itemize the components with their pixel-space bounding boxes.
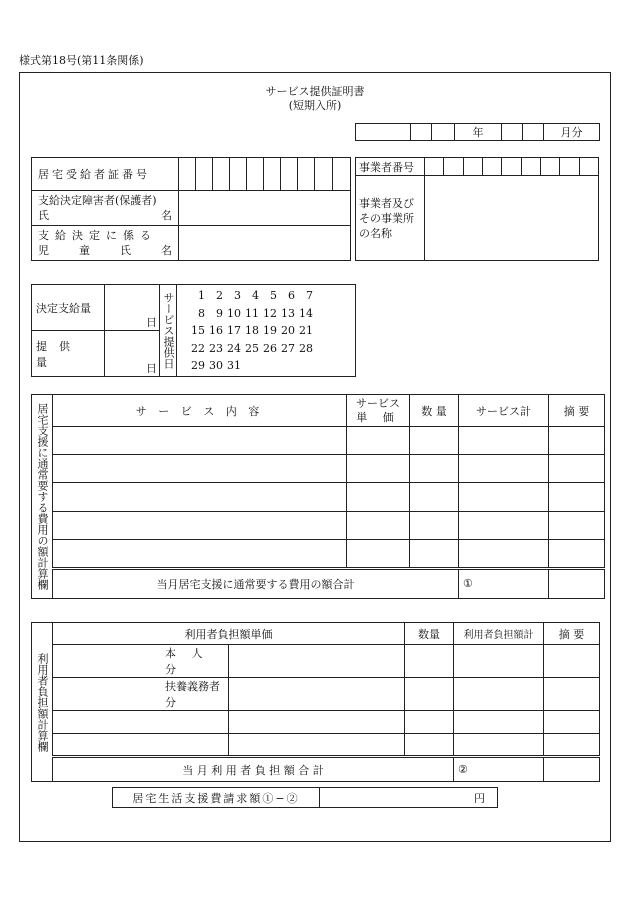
provider-digit-9[interactable] (579, 158, 598, 176)
cost-header-content: サ ー ビ ス 内 容 (53, 395, 347, 427)
cert-digit-10[interactable] (333, 158, 351, 191)
service-day-row (177, 305, 355, 323)
provider-number-label: 事業者番号 (356, 158, 425, 176)
service-day[interactable]: 17 (227, 324, 241, 338)
service-day[interactable]: 8 (198, 306, 205, 320)
service-day[interactable]: 21 (299, 324, 313, 338)
service-day[interactable]: 7 (306, 289, 313, 303)
cost-header-total: サービス計 (459, 395, 549, 427)
child-name-field[interactable] (179, 226, 351, 261)
cost-row-note[interactable] (549, 483, 605, 511)
burden-dependent-total[interactable] (454, 678, 544, 711)
service-day[interactable]: 18 (245, 324, 259, 338)
year-label: 年 (455, 124, 502, 141)
claim-label: 居宅生活支援費請求額①−② (113, 788, 320, 808)
provided-amount-label: 提供量 (32, 331, 105, 377)
cost-row-total[interactable] (459, 427, 549, 455)
provider-digit-8[interactable] (560, 158, 579, 176)
service-day-label: サービス提供日 (160, 285, 177, 377)
service-day[interactable]: 9 (216, 306, 223, 320)
burden-row-unit[interactable] (229, 734, 405, 757)
burden-side-label: 利用者負担額計算欄 (32, 623, 53, 782)
cost-side-label: 居宅支援に通常要する費用の額計算欄 (32, 395, 53, 599)
cost-row-unit-price[interactable] (347, 455, 410, 483)
provider-digit-4[interactable] (483, 158, 502, 176)
service-day[interactable]: 10 (227, 306, 241, 320)
service-day[interactable]: 26 (263, 341, 277, 355)
burden-total-value[interactable]: ② (454, 757, 544, 782)
cost-row-qty[interactable] (410, 511, 459, 539)
service-day[interactable]: 15 (191, 324, 205, 338)
service-day-row (177, 322, 355, 340)
service-day-row (177, 357, 355, 375)
cost-row-unit-price[interactable] (347, 539, 410, 568)
burden-header-qty: 数量 (405, 623, 454, 645)
provider-digit-3[interactable] (463, 158, 482, 176)
burden-row-qty[interactable] (405, 711, 454, 734)
cost-row-qty[interactable] (410, 427, 459, 455)
cost-header-unit-price: サービス 単 価 (347, 395, 410, 427)
provider-digit-2[interactable] (444, 158, 463, 176)
service-day[interactable]: 25 (245, 341, 259, 355)
cost-row-total[interactable] (459, 483, 549, 511)
cost-row-content[interactable] (53, 511, 347, 539)
service-day[interactable]: 23 (209, 341, 223, 355)
cost-row-qty[interactable] (410, 483, 459, 511)
cost-row-total[interactable] (459, 511, 549, 539)
burden-self-qty[interactable] (405, 645, 454, 678)
year-digit-1[interactable] (411, 124, 432, 141)
supply-table (31, 284, 356, 377)
cert-digit-7[interactable] (281, 158, 298, 191)
cost-row-total[interactable] (459, 539, 549, 568)
cost-row-content[interactable] (53, 539, 347, 568)
service-day[interactable]: 29 (191, 359, 205, 373)
cert-digit-5[interactable] (247, 158, 264, 191)
provider-table (355, 157, 599, 261)
service-day[interactable]: 2 (216, 289, 223, 303)
burden-row-qty[interactable] (405, 734, 454, 757)
burden-row[interactable] (53, 734, 229, 757)
service-day[interactable]: 19 (263, 324, 277, 338)
claim-table (112, 787, 498, 808)
provider-digit-1[interactable] (425, 158, 444, 176)
service-days-grid (177, 285, 356, 377)
burden-self-total[interactable] (454, 645, 544, 678)
cert-digit-8[interactable] (298, 158, 315, 191)
burden-row[interactable] (53, 711, 229, 734)
cost-total-value[interactable]: ① (459, 568, 549, 598)
cost-row-qty[interactable] (410, 455, 459, 483)
month-digit-1[interactable] (502, 124, 523, 141)
service-day[interactable]: 11 (245, 306, 259, 320)
cost-row-note[interactable] (549, 427, 605, 455)
provided-amount-field[interactable]: 日 (105, 331, 160, 377)
service-day[interactable]: 20 (281, 324, 295, 338)
date-row (355, 123, 600, 141)
provider-digit-7[interactable] (541, 158, 560, 176)
burden-self-note[interactable] (544, 645, 600, 678)
service-day[interactable]: 13 (281, 306, 295, 320)
service-day[interactable]: 1 (198, 289, 205, 303)
form-title: サービス提供証明書 (265, 85, 365, 98)
burden-self-unit[interactable] (229, 645, 405, 678)
service-day[interactable]: 31 (227, 359, 241, 373)
burden-dependent-unit[interactable] (229, 678, 405, 711)
provider-name-field[interactable] (425, 176, 599, 261)
burden-dependent-qty[interactable] (405, 678, 454, 711)
service-day[interactable]: 16 (209, 324, 223, 338)
cost-row-content[interactable] (53, 483, 347, 511)
burden-row-note[interactable] (544, 734, 600, 757)
decision-amount-label: 決定支給量 (32, 285, 105, 331)
cost-row-note[interactable] (549, 511, 605, 539)
cost-row-content[interactable] (53, 427, 347, 455)
service-day[interactable]: 28 (299, 341, 313, 355)
recipient-table (31, 157, 351, 261)
decision-person-name-field[interactable] (179, 191, 351, 226)
cost-total-label: 当月居宅支援に通常要する費用の額合計 (53, 568, 459, 598)
service-day[interactable]: 3 (234, 289, 241, 303)
cost-row-unit-price[interactable] (347, 511, 410, 539)
burden-row-total[interactable] (454, 734, 544, 757)
decision-person-label: 支給決定障害者(保護者) 氏 名 (32, 191, 179, 226)
burden-total-note[interactable] (544, 757, 600, 782)
service-day-row (177, 287, 355, 305)
cost-row-total[interactable] (459, 455, 549, 483)
year-digit-2[interactable] (432, 124, 455, 141)
form-number: 様式第18号(第11条関係) (19, 54, 144, 67)
burden-total-label: 当 月 利 用 者 負 担 額 合 計 (53, 757, 454, 782)
cert-digit-4[interactable] (230, 158, 247, 191)
service-day[interactable]: 27 (281, 341, 295, 355)
service-day[interactable]: 12 (263, 306, 277, 320)
burden-row-unit[interactable] (229, 711, 405, 734)
provider-name-label: 事業者及びその事業所の名称 (356, 176, 425, 261)
claim-amount-field[interactable]: 円 (320, 788, 498, 808)
service-day-row (177, 340, 355, 358)
decision-amount-field[interactable]: 日 (105, 285, 160, 331)
cert-digit-3[interactable] (213, 158, 230, 191)
burden-header-unit-price: 利用者負担額単価 (53, 623, 405, 645)
burden-row-note[interactable] (544, 711, 600, 734)
service-day[interactable]: 4 (252, 289, 259, 303)
cost-table (31, 394, 605, 599)
service-day[interactable]: 14 (299, 306, 313, 320)
cost-header-qty: 数 量 (410, 395, 459, 427)
cost-row-content[interactable] (53, 455, 347, 483)
month-digit-2[interactable] (523, 124, 544, 141)
form-subtitle: (短期入所) (288, 99, 342, 112)
burden-header-total: 利用者負担額計 (454, 623, 544, 645)
cost-header-note: 摘 要 (549, 395, 605, 427)
burden-table (31, 622, 600, 782)
child-name-label: 支給決定に係る 児 童 氏 名 (32, 226, 179, 261)
month-label: 月分 (544, 124, 600, 141)
burden-row-self: 本 人 分 (53, 645, 229, 678)
service-day[interactable]: 6 (288, 289, 295, 303)
provider-digit-6[interactable] (521, 158, 540, 176)
cost-row-note[interactable] (549, 455, 605, 483)
cert-digit-6[interactable] (264, 158, 281, 191)
cert-digit-9[interactable] (315, 158, 333, 191)
service-day[interactable]: 22 (191, 341, 205, 355)
cert-digit-2[interactable] (196, 158, 213, 191)
cost-row-unit-price[interactable] (347, 483, 410, 511)
burden-row-dependent: 扶養義務者分 (53, 678, 229, 711)
burden-dependent-note[interactable] (544, 678, 600, 711)
cost-row-qty[interactable] (410, 539, 459, 568)
service-day[interactable]: 30 (209, 359, 223, 373)
era-cell[interactable] (356, 124, 411, 141)
cost-row-unit-price[interactable] (347, 427, 410, 455)
cert-number-label: 居宅受給者証番号 (32, 158, 179, 191)
service-day[interactable]: 24 (227, 341, 241, 355)
cost-row-note[interactable] (549, 539, 605, 568)
burden-row-total[interactable] (454, 711, 544, 734)
cost-total-note[interactable] (549, 568, 605, 598)
burden-header-note: 摘 要 (544, 623, 600, 645)
service-day[interactable]: 5 (270, 289, 277, 303)
provider-digit-5[interactable] (502, 158, 521, 176)
cert-digit-1[interactable] (179, 158, 196, 191)
